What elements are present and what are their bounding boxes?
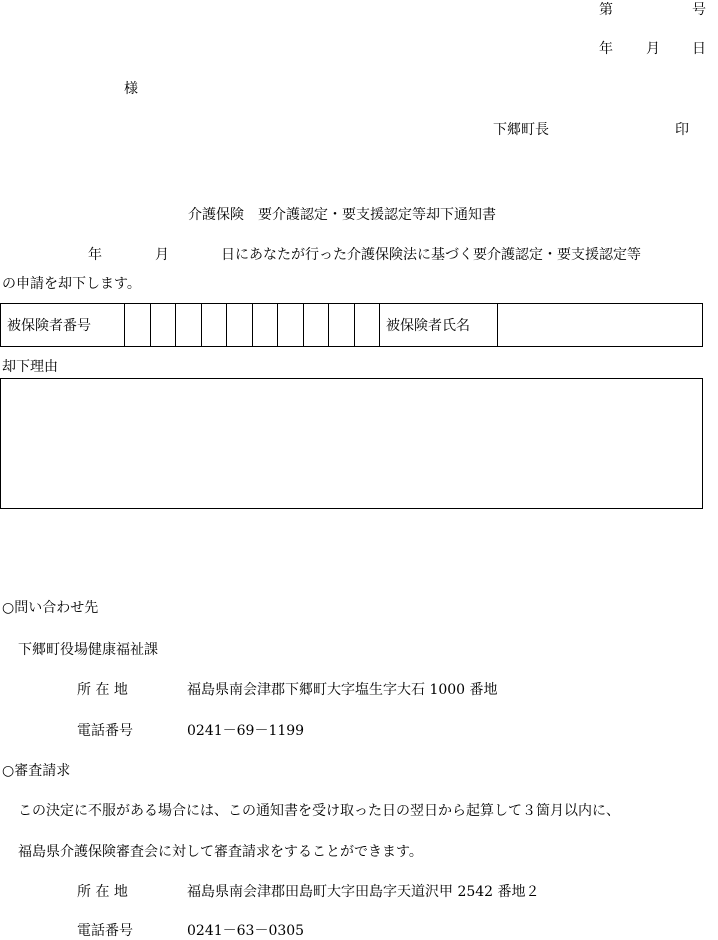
inquiry-office: 下郷町役場健康福祉課 [18,642,158,658]
reason-box[interactable] [0,378,703,509]
appeal-phone-label: 電話番号 [77,923,133,939]
appeal-line-1: この決定に不服がある場合には、この通知書を受け取った日の翌日から起算して３箇月以内に、 [18,803,620,819]
digit-cell[interactable] [175,304,201,346]
reason-label: 却下理由 [2,359,58,375]
appeal-address: 福島県南会津郡田島町大字田島字天道沢甲 2542 番地２ [187,884,540,900]
appeal-phone: 0241－63－0305 [187,923,305,939]
digit-cell[interactable] [226,304,252,346]
insured-name-field[interactable] [497,304,702,346]
insured-table [0,303,703,347]
appeal-address-label: 所 在 地 [77,884,128,900]
inquiry-address: 福島県南会津郡下郷町大字塩生字大石 1000 番地 [187,682,498,698]
digit-cell[interactable] [124,304,150,346]
digit-cell[interactable] [328,304,354,346]
body-month: 月 [155,247,169,263]
date-day-label: 日 [692,41,706,57]
date-year-label: 年 [599,41,613,57]
inquiry-phone-label: 電話番号 [77,723,133,739]
digit-cell[interactable] [252,304,278,346]
digit-cell[interactable] [303,304,329,346]
inquiry-heading: ○問い合わせ先 [2,600,99,616]
appeal-heading: ○審査請求 [2,763,71,779]
digit-cell[interactable] [354,304,380,346]
number-go-label: 号 [692,2,706,18]
insured-name-label: 被保険者氏名 [379,304,497,346]
date-month-label: 月 [646,41,660,57]
inquiry-phone: 0241－69－1199 [187,723,305,739]
body-year: 年 [88,247,102,263]
page-title: 介護保険 要介護認定・要支援認定等却下通知書 [188,207,496,223]
digit-cell[interactable] [201,304,227,346]
insured-number-label: 被保険者番号 [7,318,91,334]
body-line-2: の申請を却下します。 [2,276,141,292]
issuer-name: 下郷町長 [493,122,549,138]
addressee-sama: 様 [124,81,138,97]
number-dai-label: 第 [599,2,613,18]
digit-cell[interactable] [150,304,176,346]
seal-mark: 印 [675,122,689,138]
inquiry-address-label: 所 在 地 [77,682,128,698]
digit-cell[interactable] [277,304,303,346]
appeal-line-2: 福島県介護保険審査会に対して審査請求をすることができます。 [18,844,423,860]
body-line-1: 日にあなたが行った介護保険法に基づく要介護認定・要支援認定等 [221,247,641,263]
